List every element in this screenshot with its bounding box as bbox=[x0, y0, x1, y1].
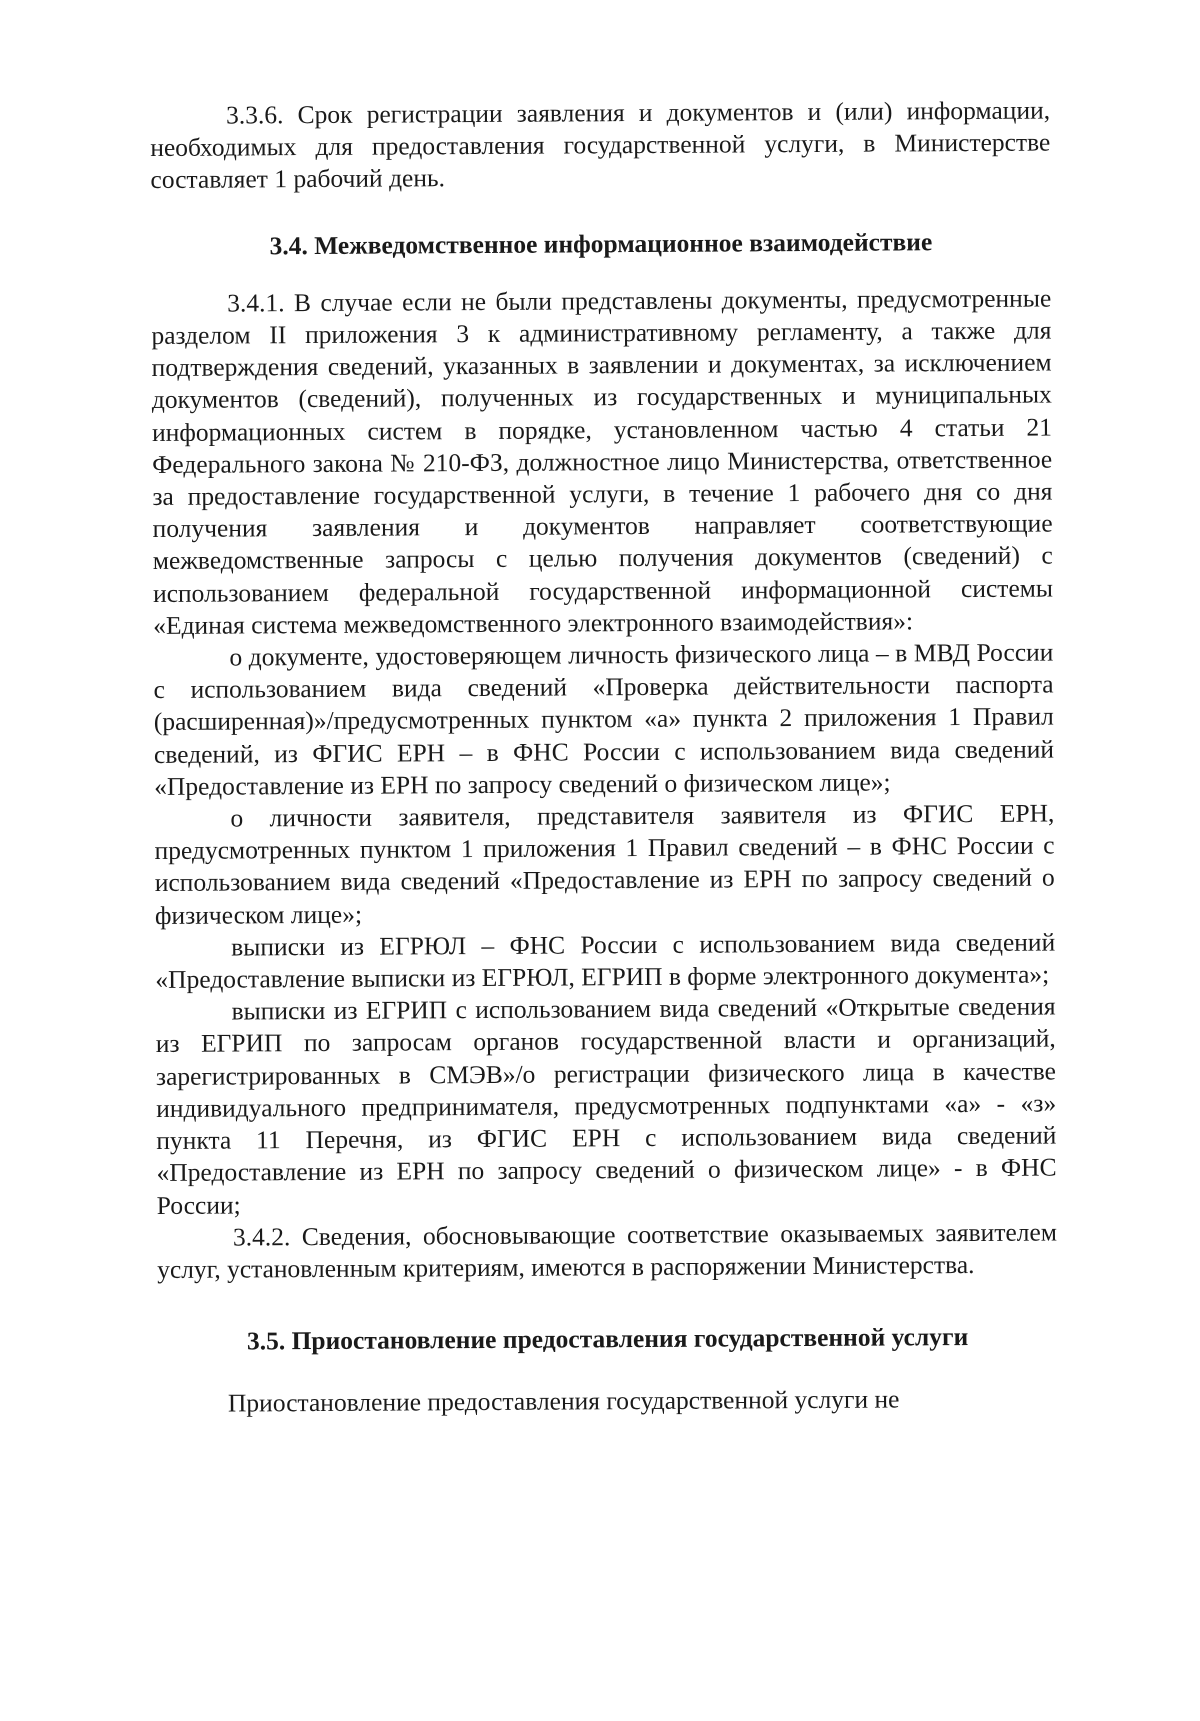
list-item-egrip-extract: выписки из ЕГРИП с использованием вида сведений «Открытые сведения из ЕГРИП по запросам органов государственной власти и организаций, зарегистрированных в СМЭВ»/о регистрации физического лица в качестве индивидуального предпринимателя, предусмотренных подпунктами «а» - «з» пункта 11 Перечня, из ФГИС ЕРН с использованием вида сведений «Предоставление из ЕРН по запросу сведений о физическом лице» - в ФНС России; bbox=[155, 991, 1057, 1220]
section-heading-3-4: 3.4. Межведомственное информационное взаимодействие bbox=[269, 226, 933, 260]
list-item-egrul-extract: выписки из ЕГРЮЛ – ФНС России с использованием вида сведений «Предоставление выписки из ЕГРЮЛ, ЕГРИП в форме электронного документа»; bbox=[155, 927, 1056, 995]
paragraph-3-4-1: 3.4.1. В случае если не были представлены документы, предусмотренные разделом II приложения 3 к административному регламенту, а также для подтверждения сведений, указанных в заявлении и документах, за исключением документов (сведений), полученных из государственных и муниципальных информационных систем в порядке, установленном частью 4 статьи 21 Федерального закона № 210-ФЗ, должностное лицо Министерства, ответственное за предоставление государственной услуги, в течение 1 рабочего дня со дня получения заявления и документов направляет соответствующие межведомственные запросы с целью получения документов (сведений) с использованием федеральной государственной информационной системы «Единая система межведомственного электронного взаимодействия»: bbox=[151, 283, 1054, 640]
paragraph-3-5-start: Приостановление предоставления государственной услуги не bbox=[227, 1384, 900, 1418]
list-item-applicant-identity: о личности заявителя, представителя заявителя из ФГИС ЕРН, предусмотренных пунктом 1 приложения 1 Правил сведений – в ФНС России с использованием вида сведений «Предоставление из ЕРН по запросу сведений о физическом лице»; bbox=[154, 798, 1055, 930]
paragraph-3-3-6: 3.3.6. Срок регистрации заявления и документов и (или) информации, необходимых для предоставления государственной услуги, в Министерстве составляет 1 рабочий день. bbox=[150, 95, 1051, 195]
paragraph-3-4-2: 3.4.2. Сведения, обосновывающие соответствие оказываемых заявителем услуг, установленным критериям, имеются в распоряжении Министерства. bbox=[157, 1217, 1058, 1284]
document-page bbox=[150, 95, 1058, 1421]
section-heading-3-5: 3.5. Приостановление предоставления государственной услуги bbox=[246, 1322, 969, 1356]
list-item-identity-document: о документе, удостоверяющем личность физического лица – в МВД России с использованием вида сведений «Проверка действительности паспорта (расширенная)»/предусмотренных пунктом «а» пункта 2 приложения 1 Правил сведений, из ФГИС ЕРН – в ФНС России с использованием вида сведений «Предоставление из ЕРН по запросу сведений о физическом лице»; bbox=[153, 637, 1055, 801]
